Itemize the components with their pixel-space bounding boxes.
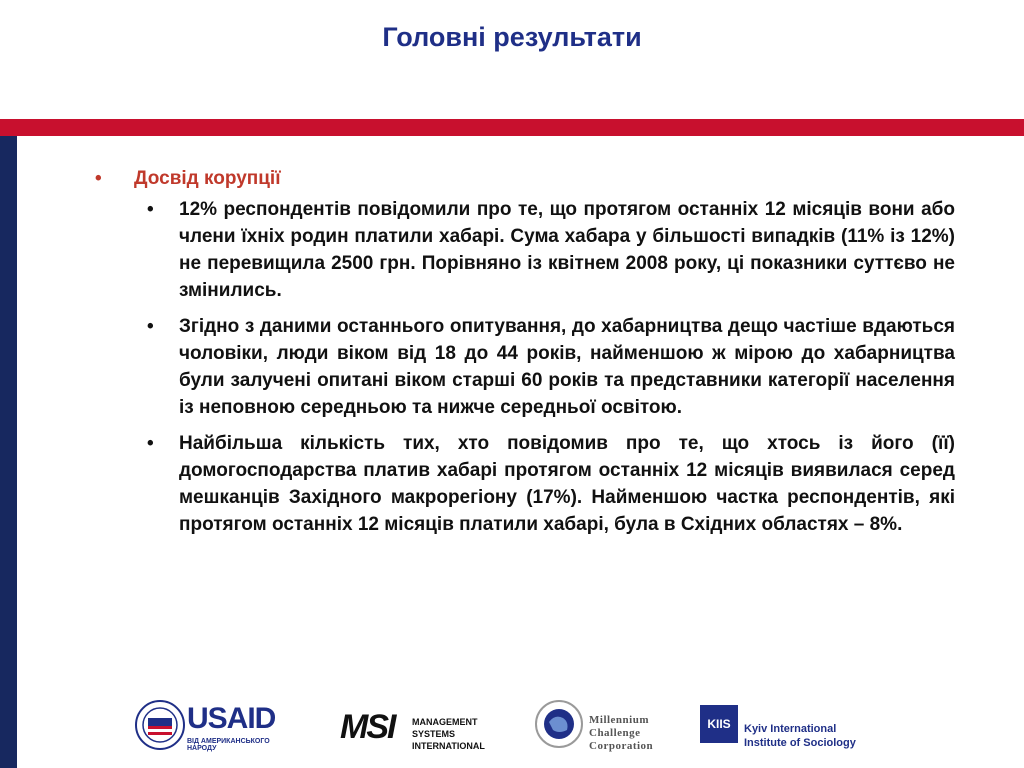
section-bullet: •	[95, 168, 102, 189]
msi-logo	[340, 702, 510, 750]
point-text: Згідно з даними останнього опитування, до хабарництва дещо частіше вдаються чоловіки, люди віком від 18 до 44 років, найменшою ж мірою до хабарництва були залучені опитані віком старші 60 років та представники категорії населення із неповною середньою та нижче середньої освітою.	[179, 316, 955, 418]
section-heading-text: Досвід корупції	[134, 168, 281, 189]
usaid-wordmark	[187, 702, 275, 736]
usaid-tagline: ВІД АМЕРИКАНСЬКОГО НАРОДУ	[187, 738, 270, 752]
mcc-logo	[535, 698, 695, 754]
kiis-logo	[700, 702, 890, 750]
point-item	[95, 313, 955, 421]
mcc-line: Corporation	[589, 740, 654, 752]
kiis-mark: KIIS	[700, 705, 738, 743]
point-item	[95, 196, 955, 304]
left-navy-bar	[0, 136, 17, 768]
point-bullet: •	[147, 316, 154, 337]
slide-content	[95, 168, 955, 547]
mcc-name	[589, 714, 653, 753]
usaid-name: USAID	[187, 702, 276, 735]
msi-line: SYSTEMS	[412, 729, 456, 739]
msi-line: INTERNATIONAL	[412, 741, 485, 751]
mcc-line: Millennium	[589, 714, 650, 726]
points-list	[95, 196, 955, 538]
point-text: 12% респондентів повідомили про те, що протягом останніх 12 місяців вони або члени їхніх родин платили хабарі. Сума хабара у більшості випадків (11% із 12%) не перевищила 2500 грн. Порівняно із квітнем 2008 року, ці показники суттєво не змінились.	[179, 199, 955, 301]
kiis-name	[744, 722, 856, 750]
slide-title: Головні результати	[382, 22, 642, 52]
point-bullet: •	[147, 199, 154, 220]
point-text: Найбільша кількість тих, хто повідомив про те, що хтось із його (її) домогосподарства платив хабарі протягом останніх 12 місяців виявилася серед мешканців Західного макрорегіону (17%). Найменшою частка респондентів, які протягом останніх 12 місяців платили хабарі, була в Східних областях – 8%.	[179, 433, 955, 535]
kiis-line: Institute of Sociology	[744, 737, 856, 749]
usaid-seal-icon	[135, 700, 185, 750]
mcc-line: Challenge	[589, 727, 641, 739]
msi-line: MANAGEMENT	[412, 717, 478, 727]
msi-mark: MSI	[340, 708, 395, 746]
mcc-seal-icon	[535, 700, 583, 748]
msi-name	[412, 716, 485, 752]
point-item	[95, 430, 955, 538]
red-header-bar	[0, 119, 1024, 136]
kiis-line: Kyiv International	[744, 723, 837, 735]
footer-logos	[0, 690, 1024, 760]
point-bullet: •	[147, 433, 154, 454]
section-heading	[95, 168, 955, 190]
usaid-logo	[135, 700, 295, 752]
